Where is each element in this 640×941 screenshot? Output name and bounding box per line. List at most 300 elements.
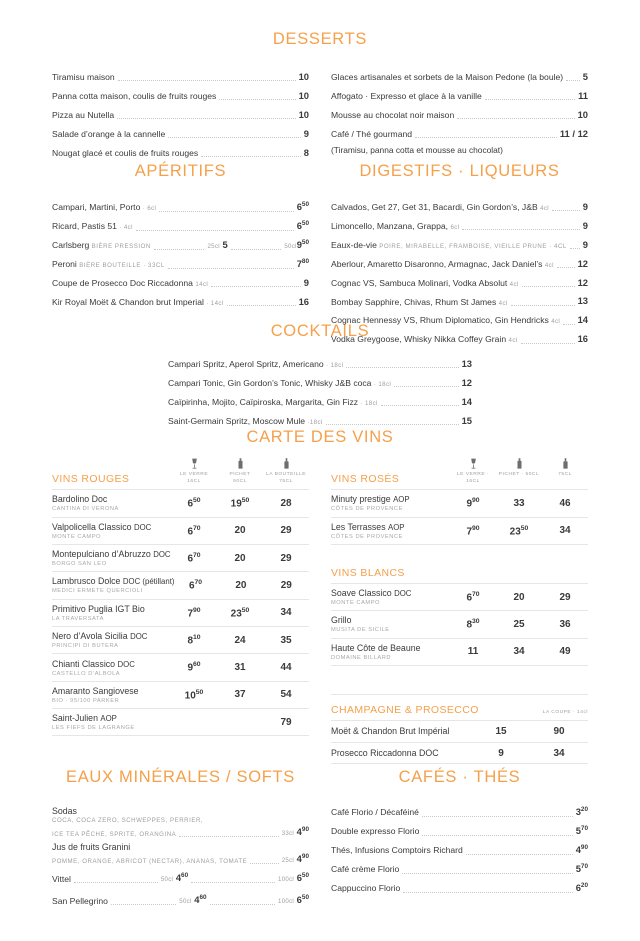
wine-column-header [217, 458, 263, 485]
wine-name-block [331, 643, 450, 661]
leader-dots [552, 210, 580, 211]
menu-item-row [52, 87, 309, 106]
wine-row [52, 571, 309, 598]
menu-item-price: $6^{50}$ [296, 201, 309, 213]
menu-item-volume: 4cl [540, 205, 550, 213]
wine-name: Grillo [331, 615, 352, 626]
cocktails-list [0, 355, 640, 431]
menu-item-detail: BIÈRE BOUTEILLE · 33CL [79, 262, 165, 270]
wines-right-column [331, 458, 588, 764]
menu-item-name: Cognac Hennessy VS, Rhum Diplomatico, Gin Hendricks 4cl [331, 315, 561, 326]
wine-glass-icon [191, 458, 198, 469]
champagne-price-bottle: 90 [553, 726, 565, 738]
menu-item-name: Ricard, Pastis 51 · 4cl [52, 221, 133, 232]
menu-item-name: Campari Tonic, Gin Gordon’s Tonic, Whisky J&B coca · 18cl [168, 378, 392, 389]
menu-item-name: Jus de fruits Granini [52, 842, 131, 853]
wine-name: Valpolicella Classico DOC [52, 521, 152, 532]
menu-item-row [331, 822, 588, 841]
menu-item-name: Carlsberg BIÈRE PRESSION [52, 240, 151, 251]
wine-producer: DOMAINE BILLARD [331, 654, 392, 661]
vins-roses-title: VINS ROSÉS [331, 473, 400, 486]
menu-item-row [168, 374, 472, 393]
desserts-left-list [52, 68, 309, 162]
eaux-title: EAUX MINÉRALES / SOFTS [65, 768, 296, 786]
wine-appellation: AOP [388, 522, 405, 532]
menu-item-row [52, 274, 309, 293]
wine-row [52, 653, 309, 680]
champagne-header [331, 694, 588, 720]
cafes-title: CAFÉS · THÉS [398, 768, 521, 786]
wine-price-glass: $6^{70}$ [466, 590, 480, 604]
wine-row [52, 517, 309, 544]
menu-item-name: Calvados, Get 27, Get 31, Bacardi, Gin Gordon’s, J&B 4cl [331, 202, 550, 213]
wine-name-block [52, 522, 171, 540]
menu-item-price: 9 [303, 127, 309, 139]
wine-price-bottle: 29 [559, 591, 571, 603]
wine-column-header [171, 458, 217, 485]
champagne-title: CHAMPAGNE & PROSECCO [331, 704, 479, 717]
wine-price-pitcher: $19^{50}$ [230, 497, 250, 510]
menu-item-name: Salade d’orange à la cannelle [52, 128, 166, 139]
menu-item-row [52, 255, 309, 274]
desserts-section [0, 30, 640, 162]
menu-item-row [331, 198, 588, 217]
menu-item-volume-small: 50cl [160, 875, 174, 883]
digestifs-column [331, 162, 588, 349]
menu-item-name: Caïpirinha, Mojito, Caïpiroska, Margarita, Gin Fizz · 18cl [168, 396, 378, 407]
menu-item-price: 10 [577, 108, 588, 120]
wine-price-pitcher: 20 [513, 591, 525, 603]
menu-item-name: Cognac VS, Sambuca Molinari, Vodka Absolut 4cl [331, 277, 519, 288]
wine-appellation: AOP [100, 714, 117, 724]
menu-item-row [331, 68, 588, 87]
menu-item-name: Glaces artisanales et sorbets de la Maison Pedone (la boule) [331, 72, 564, 83]
leader-dots [466, 854, 573, 855]
menu-item-name: Saint-Germain Spritz, Moscow Mule ·18cl [168, 415, 323, 426]
champagne-price-glass: 9 [498, 747, 504, 759]
menu-item-name: Thés, Infusions Comptoirs Richard [331, 845, 463, 856]
wine-row [331, 610, 588, 637]
menu-item-name: Affogato · Expresso et glace à la vanille [331, 91, 482, 102]
wine-row [52, 544, 309, 571]
menu-item-name: Campari, Martini, Porto · 6cl [52, 202, 157, 213]
menu-item-row [331, 879, 588, 898]
wine-row [331, 489, 588, 516]
menu-item-price: 10 [298, 89, 309, 101]
menu-item-row [331, 292, 588, 311]
wine-price-pitcher: $23^{50}$ [509, 524, 529, 537]
menu-item-volume: · 18cl [373, 381, 392, 389]
menu-item-price: 13 [461, 358, 472, 370]
wine-producer: MUSITA DE SICILE [331, 627, 390, 634]
wines-left-column [52, 458, 309, 736]
digestifs-title: DIGESTIFS · LIQUEURS [359, 162, 560, 180]
menu-item-row [52, 106, 309, 125]
menu-item-price: 10 [298, 108, 309, 120]
menu-item-price: $6^{50}$ [296, 220, 309, 232]
wine-price-bottle: 36 [559, 618, 571, 630]
vins-roses-header [331, 458, 588, 489]
wine-row [331, 517, 588, 545]
menu-item-row [331, 803, 588, 822]
menu-item-price: $4^{90}$ [575, 844, 588, 856]
menu-item-name: Vodka Greygoose, Whisky Nikka Coffey Grain 4cl [331, 334, 518, 345]
bottle-icon [562, 458, 569, 469]
menu-item-row [52, 125, 309, 144]
red-wine-column-headers [171, 458, 309, 485]
menu-item-name: Coupe de Prosecco Doc Riccadonna 14cl [52, 278, 209, 289]
menu-item-detail: COCA, COCA ZERO, SCHWEPPES, PERRIER, [52, 817, 204, 825]
champagne-row [331, 742, 588, 764]
menu-item-price-a: $4^{60}$ [191, 894, 207, 906]
menu-item-price: $9^{50}$ [296, 239, 310, 251]
menu-item-price: 5 [582, 71, 588, 83]
menu-item-volume-small: 25cl [207, 242, 220, 250]
vins-rouges-list [52, 489, 309, 736]
wine-producer: PRINCIPI DI BUTERA [52, 643, 119, 650]
menu-item-row [52, 866, 309, 888]
pitcher-icon [516, 458, 523, 469]
wine-name-block [52, 659, 171, 677]
wine-column-header [496, 458, 542, 485]
wine-producer: CANTINA DI VERONA [52, 506, 119, 513]
menu-item-row [52, 68, 309, 87]
menu-item-volume-small: 100cl [278, 875, 295, 883]
wine-price-pitcher: 31 [234, 662, 246, 674]
leader-dots [326, 424, 459, 425]
menu-item-name: Café Florio / Décaféiné [331, 807, 419, 818]
wine-row [331, 638, 588, 666]
menu-item-volume: 4cl [509, 280, 519, 288]
menu-item-price: 14 [577, 314, 588, 326]
wine-price-pitcher: 34 [513, 646, 525, 658]
menu-item-price: 9 [582, 219, 588, 231]
wine-column-label: PICHET [229, 472, 251, 477]
leader-dots [168, 137, 301, 138]
wine-price-glass: 11 [467, 646, 479, 658]
aperitifs-title: APÉRITIFS [134, 162, 227, 180]
wine-name-block [52, 713, 171, 731]
wine-price-bottle: 29 [280, 579, 292, 591]
menu-item-volume-small: 50cl [284, 242, 297, 250]
champagne-list [331, 720, 588, 764]
cafes-list [331, 803, 588, 898]
menu-item-price: $7^{80}$ [296, 258, 309, 270]
wine-price-bottle: 44 [280, 662, 292, 674]
wine-name: Bardolino Doc [52, 494, 108, 505]
wine-producer: BIO · 95/100 PARKER [52, 697, 120, 704]
leader-dots [179, 836, 278, 837]
wine-column-header [542, 458, 588, 485]
wine-column-label: LA BOUTEILLE [266, 472, 306, 477]
wine-appellation: DOC [153, 550, 171, 560]
wine-row [52, 708, 309, 736]
wine-price-bottle: 49 [559, 646, 571, 658]
menu-item-price: 14 [461, 395, 472, 407]
wine-row [331, 583, 588, 610]
wine-producer: LA TRAVERSATA [52, 615, 104, 622]
wine-price-glass: $8^{30}$ [466, 618, 480, 631]
menu-item-volume: · 6cl [142, 205, 157, 213]
wine-price-pitcher: 25 [513, 618, 525, 630]
wine-glass-icon [470, 458, 477, 469]
vins-roses-list [331, 489, 588, 545]
menu-item-price-small: 5 [219, 239, 228, 251]
leader-dots [117, 118, 295, 119]
wine-name-block [52, 576, 173, 594]
wine-column-volume: 16CL [187, 479, 201, 485]
wine-price-pitcher: $23^{50}$ [230, 606, 250, 619]
menu-item-volume: 4cl [544, 261, 554, 269]
wine-producer: CASTELLO D’ALBOLA [52, 670, 121, 677]
menu-item-volume: ·18cl [307, 418, 323, 426]
menu-item-price: 8 [303, 146, 309, 158]
menu-item-price: 11 [578, 89, 588, 101]
menu-item-volume: 4cl [498, 299, 508, 307]
leader-dots [211, 286, 301, 287]
leader-dots [250, 863, 278, 864]
menu-item-price: 13 [577, 295, 588, 307]
wine-price-glass: $6^{70}$ [188, 579, 203, 592]
wine-name-block [52, 631, 171, 649]
leader-dots [422, 816, 573, 817]
wine-price-pitcher: 20 [235, 579, 247, 591]
cafes-column [331, 768, 588, 898]
wine-column-header [263, 458, 309, 485]
menu-item-row [331, 106, 588, 125]
aperitifs-list [52, 198, 309, 312]
menu-item-price: 12 [577, 276, 588, 288]
menu-item-name: Cappuccino Florio [331, 883, 401, 894]
vins-rouges-title: VINS ROUGES [52, 473, 130, 486]
wine-price-glass: $9^{60}$ [187, 661, 201, 674]
cocktails-section [0, 322, 640, 431]
wine-name-block [52, 549, 171, 567]
wine-row [52, 599, 309, 626]
leader-dots [511, 305, 575, 306]
wine-price-bottle: 46 [559, 497, 571, 509]
desserts-note: (Tiramisu, panna cotta et mousse au chocolat) [331, 144, 503, 155]
champagne-row [331, 720, 588, 742]
wine-name: Prosecco Riccadonna DOC [331, 747, 439, 758]
wine-name: Nero d’Avola Sicilia DOC [52, 631, 148, 642]
menu-item-row [331, 274, 588, 293]
menu-item-name: Tiramisu maison [52, 72, 115, 83]
wine-price-glass: $7^{90}$ [466, 524, 480, 537]
wine-price-glass: $6^{50}$ [187, 497, 201, 510]
vins-rouges-header [52, 458, 309, 489]
leader-dots [381, 405, 459, 406]
leader-dots [118, 80, 296, 81]
wine-producer: MONTE CAMPO [52, 533, 102, 540]
menu-item-detail: POIRE, MIRABELLE, FRAMBOISE, VIEILLE PRUNE · 4CL [379, 242, 567, 250]
wine-name: Soave Classico DOC [331, 588, 412, 599]
menu-item-price: $5^{70}$ [575, 825, 588, 837]
leader-dots [154, 249, 205, 250]
menu-item-name: Pizza au Nutella [52, 109, 115, 120]
desserts-right-list [331, 68, 588, 162]
wine-name: Moët & Chandon Brut Impérial [331, 726, 450, 737]
menu-item-price: 12 [577, 257, 588, 269]
wine-name-block [331, 588, 450, 606]
wine-name: Haute Côte de Beaune [331, 642, 421, 653]
leader-dots [201, 156, 301, 157]
leader-dots [402, 873, 572, 874]
menu-item-row [52, 144, 309, 163]
leader-dots [394, 386, 458, 387]
menu-item-volume: · 18cl [326, 362, 344, 370]
leader-dots [231, 249, 282, 250]
eaux-list [52, 803, 309, 910]
wine-column-volume: 50CL [233, 479, 247, 485]
menu-item-volume: · 14cl [206, 300, 224, 308]
wine-name: Chianti Classico DOC [52, 658, 135, 669]
menu-item-name: San Pellegrino [52, 895, 108, 906]
wine-producer: CÔTES DE PROVENCE [331, 506, 403, 513]
wines-title: CARTE DES VINS [246, 428, 394, 446]
menu-item-name: Café / Thé gourmand [331, 128, 413, 139]
menu-item-row [331, 841, 588, 860]
leader-dots [111, 904, 176, 905]
wine-price-pitcher: 20 [234, 525, 246, 537]
wine-column-volume: 75CL [279, 479, 293, 485]
menu-item-price: $6^{20}$ [575, 882, 588, 894]
menu-item-volume: 4cl [551, 318, 561, 326]
menu-item-price: 16 [298, 295, 309, 307]
leader-dots [219, 99, 295, 100]
wine-column-label: LE VERRE [179, 472, 209, 477]
menu-item-name: Aberlour, Amaretto Disaronno, Armagnac, Jack Daniel’s 4cl [331, 258, 554, 269]
leader-dots [557, 267, 575, 268]
menu-item-price-a: $4^{60}$ [173, 872, 189, 884]
wine-appellation: AOP [393, 495, 410, 505]
menu-item-price: 11 / 12 [559, 127, 588, 139]
menu-item-row [52, 198, 309, 217]
menu-item-name: Peroni BIÈRE BOUTEILLE · 33CL [52, 259, 165, 270]
wines-section [0, 428, 640, 764]
wine-column-label: LE VERRE · 16CL [456, 472, 490, 485]
wine-row [52, 489, 309, 516]
leader-dots [136, 230, 294, 231]
menu-item-price-b: $6^{50}$ [294, 894, 309, 906]
wine-price-pitcher: 20 [234, 552, 246, 564]
menu-item-price: 9 [582, 201, 588, 213]
wine-name-block [52, 604, 171, 622]
menu-item-row [331, 217, 588, 236]
leader-dots [485, 99, 575, 100]
menu-item-volume-small: 50cl [179, 897, 192, 905]
menu-item-name: Vittel [52, 873, 71, 884]
wine-name-block [331, 748, 472, 759]
menu-item-row [52, 839, 309, 866]
menu-item-detail: ICE TEA PÊCHE, SPRITE, ORANGINA [52, 830, 177, 838]
menu-item-volume: 14cl [195, 281, 209, 289]
menu-item-price: $5^{70}$ [575, 863, 588, 875]
leader-dots [462, 229, 579, 230]
wine-price-glass: $7^{90}$ [187, 606, 201, 619]
wine-column-label: PICHET · 50CL [498, 472, 540, 477]
wine-price-bottle: 79 [280, 716, 292, 728]
eaux-cafes-section [0, 768, 640, 910]
wine-name-block [52, 494, 171, 512]
wine-name-block [331, 615, 450, 633]
menu-item-row [52, 217, 309, 236]
wine-name-block [52, 686, 171, 704]
menu-item-detail: BIÈRE PRESSION [91, 243, 151, 251]
wine-appellation: DOC [117, 659, 135, 669]
menu-item-price: 10 [298, 71, 309, 83]
menu-item-volume: 4cl [508, 337, 518, 345]
leader-dots [227, 305, 296, 306]
wine-price-glass: $8^{10}$ [187, 634, 201, 647]
wine-appellation: DOC (pétillant) [122, 577, 175, 587]
menu-item-price: 16 [577, 333, 588, 345]
wine-price-glass: $6^{70}$ [187, 524, 201, 537]
wine-name: Montepulciano d’Abruzzo DOC [52, 549, 171, 560]
wine-price-glass: $9^{90}$ [466, 497, 480, 510]
menu-item-row [52, 888, 309, 910]
wine-appellation: DOC [394, 589, 412, 599]
menu-item-name: Limoncello, Manzana, Grappa, 6cl [331, 221, 460, 232]
menu-item-volume-small: 33cl [281, 829, 295, 837]
menu-item-row [52, 803, 309, 839]
menu-item-row [52, 236, 309, 255]
menu-item-name: Nougat glacé et coulis de fruits rouges [52, 147, 199, 158]
champagne-unit-label: LA COUPE · 14cl [542, 710, 588, 716]
wine-name: Les Terrasses AOP [331, 521, 405, 532]
menu-item-name: Café crème Florio [331, 864, 400, 875]
leader-dots [159, 211, 293, 212]
menu-item-name: Panna cotta maison, coulis de fruits rouges [52, 91, 217, 102]
menu-item-volume: 6cl [450, 224, 460, 232]
leader-dots [570, 248, 580, 249]
wine-producer: BORGO SAN LEO [52, 561, 107, 568]
menu-item-price: 9 [303, 277, 309, 289]
wine-price-bottle: 29 [280, 552, 292, 564]
wine-price-pitcher: 24 [234, 634, 246, 646]
wine-price-bottle: 35 [280, 634, 292, 646]
wine-producer: LES FIEFS DE LAGRANGE [52, 725, 135, 732]
menu-item-row [168, 393, 472, 412]
wine-price-bottle: 34 [559, 525, 571, 537]
menu-item-volume-small: 100cl [278, 897, 295, 905]
wine-column-header [450, 458, 496, 485]
menu-item-row [331, 860, 588, 879]
leader-dots [522, 286, 575, 287]
wine-name: Amaranto Sangiovese [52, 685, 139, 696]
leader-dots [422, 835, 572, 836]
wine-price-bottle: 28 [280, 497, 292, 509]
wine-row [52, 681, 309, 708]
menu-item-volume-small: 25cl [281, 857, 295, 865]
menu-item-row [168, 355, 472, 374]
leader-dots [457, 118, 574, 119]
menu-item-detail: POMME, ORANGE, ABRICOT (NECTAR), ANANAS, TOMATE [52, 858, 248, 866]
menu-item-price: 12 [461, 376, 472, 388]
menu-item-row [331, 125, 588, 144]
menu-item-name: Campari Spritz, Aperol Spritz, Americano · 18cl [168, 359, 344, 370]
menu-item-price: $3^{20}$ [575, 806, 588, 818]
wine-name: Primitivo Puglia IGT Bio [52, 603, 145, 614]
rose-wine-column-headers [450, 458, 588, 485]
menu-item-name: Kir Royal Moët & Chandon brut Imperial · 14cl [52, 297, 224, 308]
eaux-column [52, 768, 309, 910]
wine-column-label: 75CL [558, 472, 572, 477]
vins-blancs-list [331, 583, 588, 666]
aperitifs-column [52, 162, 309, 312]
wine-appellation: DOC [130, 632, 148, 642]
leader-dots [168, 268, 294, 269]
